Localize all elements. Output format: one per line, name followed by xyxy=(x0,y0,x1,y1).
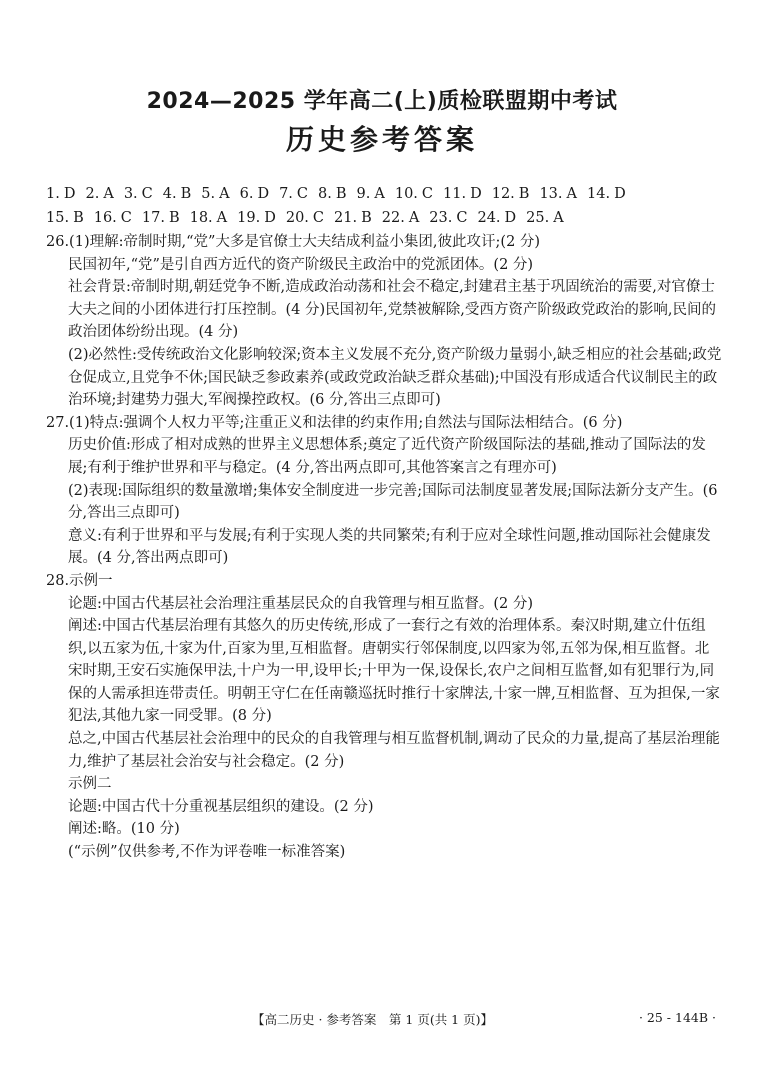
answer-content xyxy=(46,231,722,864)
question-number: 9. xyxy=(356,186,371,202)
q28-thesis1: 论题:中国古代基层社会治理注重基层民众的自我管理与相互监督。(2 分) xyxy=(68,595,534,612)
question-number: 25. xyxy=(526,210,550,226)
choice-answer xyxy=(124,182,153,206)
question-number: 24. xyxy=(477,210,501,226)
footer-code: · 25 - 144B · xyxy=(638,1010,716,1025)
question-number: 1. xyxy=(46,186,60,202)
question-number: 4. xyxy=(162,186,177,202)
q28-thesis2: 论题:中国古代十分重视基层组织的建设。(2 分) xyxy=(68,798,374,815)
question-number: 16. xyxy=(93,210,117,226)
question-number: 18. xyxy=(189,210,213,226)
answer-letter: B xyxy=(518,186,530,202)
question-number: 5. xyxy=(201,186,216,202)
q27-part2: (2)表现:国际组织的数量激增;集体安全制度进一步完善;国际司法制度显著发展;国际法新分支产生。(6 分,答出三点即可) xyxy=(68,482,718,522)
choice-answer xyxy=(163,182,192,206)
choice-answer xyxy=(142,206,180,230)
choice-answer xyxy=(46,206,84,230)
answer-letter: D xyxy=(504,210,517,226)
choice-answer xyxy=(477,206,516,230)
answer-letter: A xyxy=(374,186,385,202)
question-number: 17. xyxy=(141,210,165,226)
question-number: 14. xyxy=(587,186,611,202)
question-number: 11. xyxy=(443,186,467,202)
q26-party-meaning: 民国初年,“党”是引自西方近代的资产阶级民主政治中的党派团体。(2 分) xyxy=(68,256,534,273)
q28-conclusion1: 总之,中国古代基层社会治理中的民众的自我管理与相互监督机制,调动了民众的力量,提高了基层治理能力,维护了基层社会治安与社会稳定。(2 分) xyxy=(68,731,720,770)
answer-letter: A xyxy=(216,210,228,226)
choice-answer xyxy=(395,182,433,206)
page-footer xyxy=(0,1010,764,1032)
q28-elaboration2: 阐述:略。(10 分) xyxy=(68,821,180,838)
answer-letter: D xyxy=(614,186,626,202)
answer-letter: C xyxy=(312,210,325,226)
answer-letter: A xyxy=(553,210,564,226)
q28-elaboration1: 阐述:中国古代基层治理有其悠久的历史传统,形成了一套行之有效的治理体系。秦汉时期,建立什伍组织,以五家为伍,十家为什,百家为里,互相监督。唐朝实行邻保制度,以四家为邻,五邻为保,相互监督。北宋时期,王安石实施保甲法,十户为一甲,设甲长;十甲为一保,设保长,农户之间相互监督,如有犯罪行为,同保的人需承担连带责任。明朝王守仁在任南赣巡抚时推行十家牌法,十家一牌,互相监督、互为担保,一家犯法,其他九家一同受罪。(8 分) xyxy=(68,618,720,725)
answer-letter: C xyxy=(456,210,468,226)
answer-letter: A xyxy=(103,186,114,202)
answer-row-1 xyxy=(46,182,726,206)
answer-letter: C xyxy=(296,186,309,202)
choice-answer xyxy=(334,206,372,230)
answer-letter: B xyxy=(73,210,84,226)
q26-part1: 26.(1)理解:帝制时期,“党”大多是官僚士大夫结成利益小集团,彼此攻讦;(2 分) xyxy=(46,234,541,250)
q26-part2: (2)必然性:受传统政治文化影响较深;资本主义发展不充分,资产阶级力量弱小,缺乏相应的社会基础;政党仓促成立,且党争不休;国民缺乏参政素养(或政党政治缺乏群众基础);中国没有形成适合代议制民主的政治环境;封建势力强大,军阀操控政权。(6 分,答出三点即可) xyxy=(68,346,722,409)
q27-part1: 27.(1)特点:强调个人权力平等;注重正义和法律的约束作用;自然法与国际法相结合。(6 分) xyxy=(46,414,623,431)
answer-letter: A xyxy=(408,210,420,226)
page-title: 历史参考答案 xyxy=(285,123,478,156)
choice-answer xyxy=(443,182,482,206)
answer-letter: C xyxy=(421,186,434,202)
choice-answer xyxy=(357,182,385,206)
question-number: 21. xyxy=(334,210,358,226)
choice-answer xyxy=(286,206,324,230)
choice-answer xyxy=(492,182,530,206)
question-number: 15. xyxy=(46,210,70,226)
q27-significance: 意义:有利于世界和平与发展;有利于实现人类的共同繁荣;有利于应对全球性问题,推动国际社会健康发展。(4 分,答出两点即可) xyxy=(68,527,711,567)
choice-answer xyxy=(429,206,467,230)
question-number: 12. xyxy=(491,186,515,202)
footer-page-info: 【高二历史 · 参考答案 第 1 页(共 1 页)】 xyxy=(252,1012,493,1027)
question-number: 7. xyxy=(279,186,293,202)
choice-answer xyxy=(237,206,276,230)
answer-row-2 xyxy=(46,206,726,230)
answer-letter: D xyxy=(257,186,270,202)
choice-answer xyxy=(94,206,132,230)
question-number: 6. xyxy=(239,186,254,202)
question-number: 8. xyxy=(318,186,332,202)
q28-example2-heading: 示例二 xyxy=(68,776,112,793)
q27-value: 历史价值:形成了相对成熟的世界主义思想体系;奠定了近代资产阶级国际法的基础,推动了国际法的发展;有利于维护世界和平与稳定。(4 分,答出两点即可,其他答案言之有理亦可) xyxy=(68,437,706,476)
question-number: 19. xyxy=(237,210,261,226)
question-number: 13. xyxy=(539,186,563,202)
choice-answer xyxy=(318,182,347,206)
question-number: 2. xyxy=(85,186,100,202)
choice-answer xyxy=(85,182,113,206)
choice-answer xyxy=(46,182,75,206)
answer-letter: A xyxy=(219,186,230,202)
choice-answer xyxy=(279,182,308,206)
choice-answer xyxy=(587,182,626,206)
answer-letter: D xyxy=(264,210,276,226)
choice-answer xyxy=(240,182,269,206)
question-number: 23. xyxy=(429,210,453,226)
question-number: 20. xyxy=(285,210,309,226)
q28-note: (“示例”仅供参考,不作为评卷唯一标准答案) xyxy=(68,844,346,861)
q28-example1-heading: 28.示例一 xyxy=(46,572,113,589)
answer-letter: C xyxy=(141,186,153,202)
choice-answer xyxy=(539,182,577,206)
answer-letter: B xyxy=(180,186,192,202)
exam-title: 2024—2025 学年高二(上)质检联盟期中考试 xyxy=(146,89,618,114)
choice-answer xyxy=(190,206,228,230)
choice-answer xyxy=(201,182,229,206)
answer-letter: B xyxy=(335,186,347,202)
answer-letter: C xyxy=(120,210,132,226)
question-number: 3. xyxy=(123,186,138,202)
choice-answer xyxy=(526,206,564,230)
answer-letter: B xyxy=(168,210,180,226)
answer-letter: D xyxy=(63,186,76,202)
question-number: 22. xyxy=(381,210,405,226)
question-number: 10. xyxy=(394,186,418,202)
answer-letter: A xyxy=(566,186,577,202)
answer-letter: B xyxy=(361,210,372,226)
choice-answer xyxy=(382,206,420,230)
q26-background: 社会背景:帝制时期,朝廷党争不断,造成政治动荡和社会不稳定,封建君主基于巩固统治的需要,对官僚士大夫之间的小团体进行打压控制。(4 分)民国初年,党禁被解除,受西方资产阶级政党政治的影响,民间的政治团体纷纷出现。(4 分) xyxy=(68,279,716,341)
choice-answers xyxy=(46,182,726,230)
answer-letter: D xyxy=(470,186,482,202)
